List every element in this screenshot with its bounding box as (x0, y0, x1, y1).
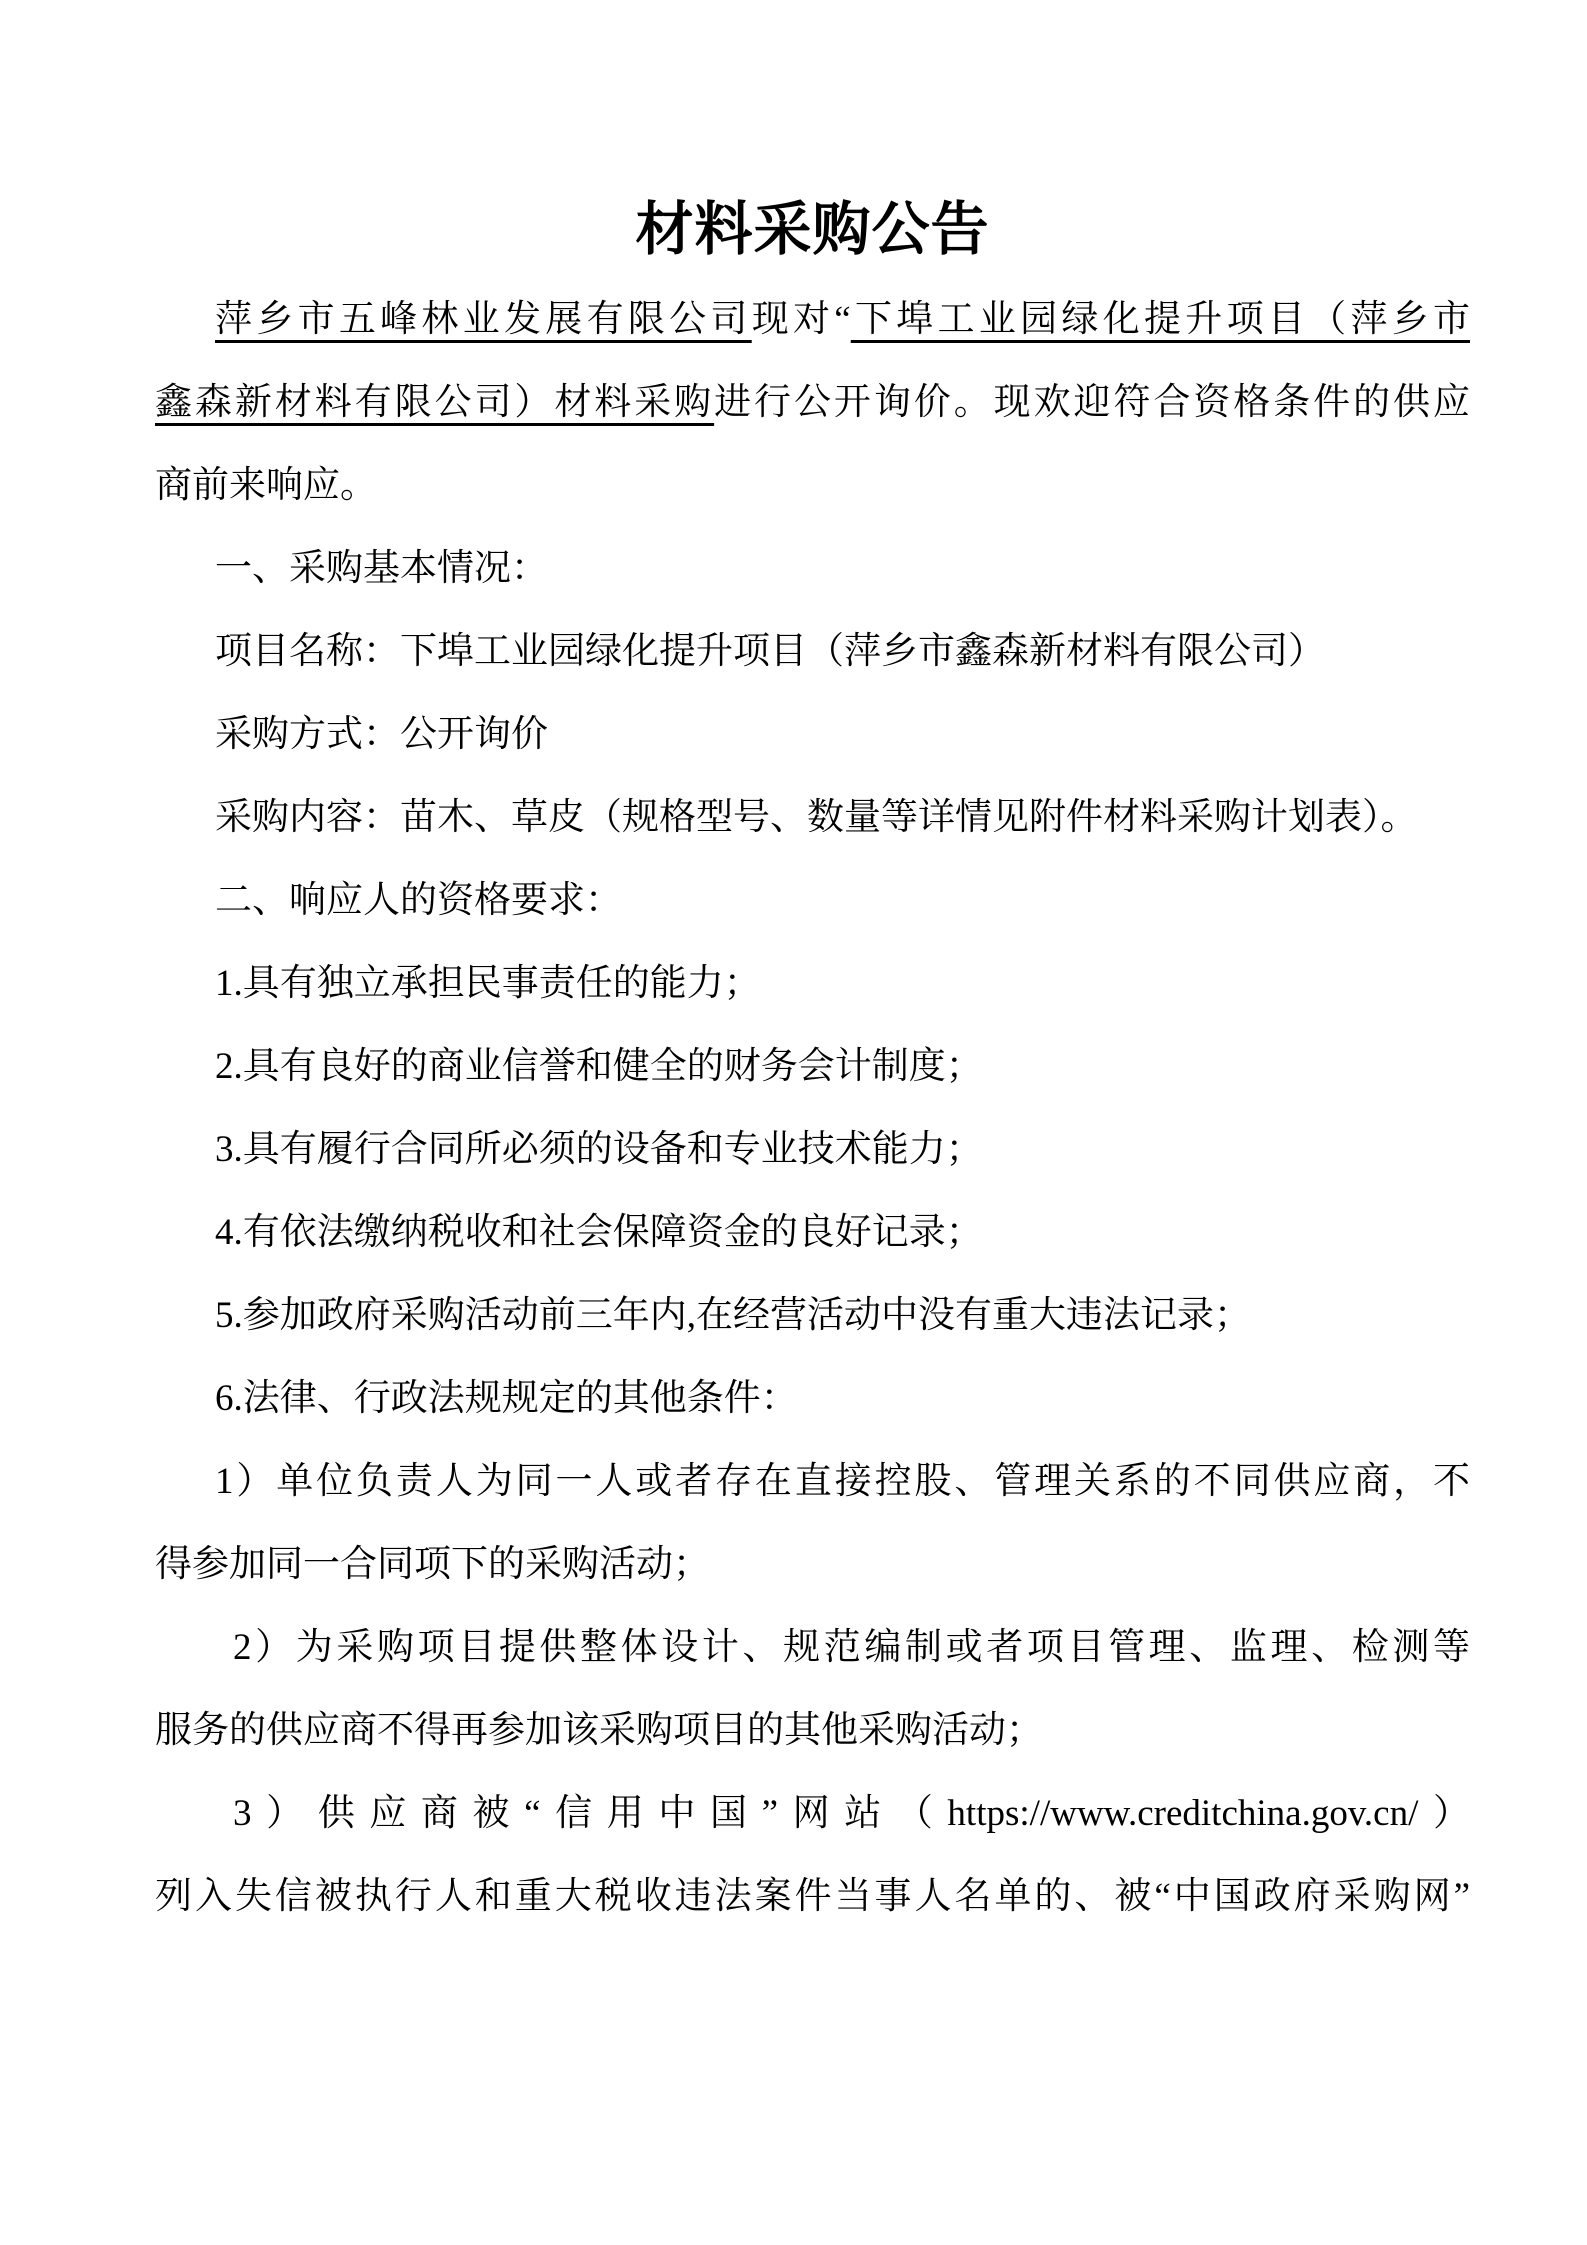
text-segment: 3）供应商被“信用中国”网站（https://www.creditchina.gov.cn/） (233, 1793, 1470, 1834)
text-segment: 进行公开询价。现欢迎符合资格条件的供应 (714, 382, 1470, 423)
text-line (155, 1108, 1470, 1191)
text-line (155, 527, 1470, 610)
document-title: 材料采购公告 (635, 197, 990, 262)
text-line (155, 1523, 1470, 1606)
text-line (155, 693, 1470, 776)
text-line (155, 776, 1470, 859)
text-segment: 现对“ (751, 299, 851, 340)
text-segment: 商前来响应。 (155, 465, 377, 506)
text-segment: 项目名称：下埠工业园绿化提升项目（萍乡市鑫森新材料有限公司） (215, 631, 1325, 672)
text-line (155, 1606, 1470, 1689)
text-line (155, 859, 1470, 942)
text-segment: 采购方式：公开询价 (215, 714, 548, 755)
text-line (155, 1689, 1470, 1772)
text-line (155, 1855, 1470, 1938)
text-segment: 1.具有独立承担民事责任的能力； (215, 963, 761, 1004)
text-line (155, 1440, 1470, 1523)
text-line (155, 444, 1470, 527)
text-segment: 二、响应人的资格要求： (215, 880, 622, 921)
text-segment: 列入失信被执行人和重大税收违法案件当事人名单的、被“中国政府采购网” (155, 1876, 1470, 1917)
text-segment: 一、采购基本情况： (215, 548, 548, 589)
text-segment: 2.具有良好的商业信誉和健全的财务会计制度； (215, 1046, 983, 1087)
text-segment: 2）为采购项目提供整体设计、规范编制或者项目管理、监理、检测等 (233, 1627, 1470, 1668)
underlined-text: 鑫森新材料有限公司）材料采购 (155, 382, 715, 423)
text-segment: 得参加同一合同项下的采购活动； (155, 1544, 710, 1585)
text-line (155, 278, 1470, 361)
text-line (155, 1772, 1470, 1855)
text-segment: 采购内容：苗木、草皮（规格型号、数量等详情见附件材料采购计划表）。 (215, 797, 1418, 838)
text-line (155, 610, 1470, 693)
text-segment: 6.法律、行政法规规定的其他条件： (215, 1378, 798, 1419)
text-segment: 3.具有履行合同所必须的设备和专业技术能力； (215, 1129, 983, 1170)
text-line (155, 942, 1470, 1025)
text-line (155, 361, 1470, 444)
text-line (155, 1274, 1470, 1357)
document-body (155, 278, 1470, 1938)
text-line (155, 1191, 1470, 1274)
text-segment: 服务的供应商不得再参加该采购项目的其他采购活动； (155, 1710, 1043, 1751)
text-segment: 5.参加政府采购活动前三年内,在经营活动中没有重大违法记录； (215, 1295, 1251, 1336)
underlined-text: 萍乡市五峰林业发展有限公司 (215, 299, 752, 340)
text-line (155, 1357, 1470, 1440)
underlined-text: 下埠工业园绿化提升项目（萍乡市 (850, 299, 1470, 340)
text-segment: 4.有依法缴纳税收和社会保障资金的良好记录； (215, 1212, 983, 1253)
text-line (155, 1025, 1470, 1108)
text-segment: 1）单位负责人为同一人或者存在直接控股、管理关系的不同供应商，不 (215, 1461, 1470, 1502)
